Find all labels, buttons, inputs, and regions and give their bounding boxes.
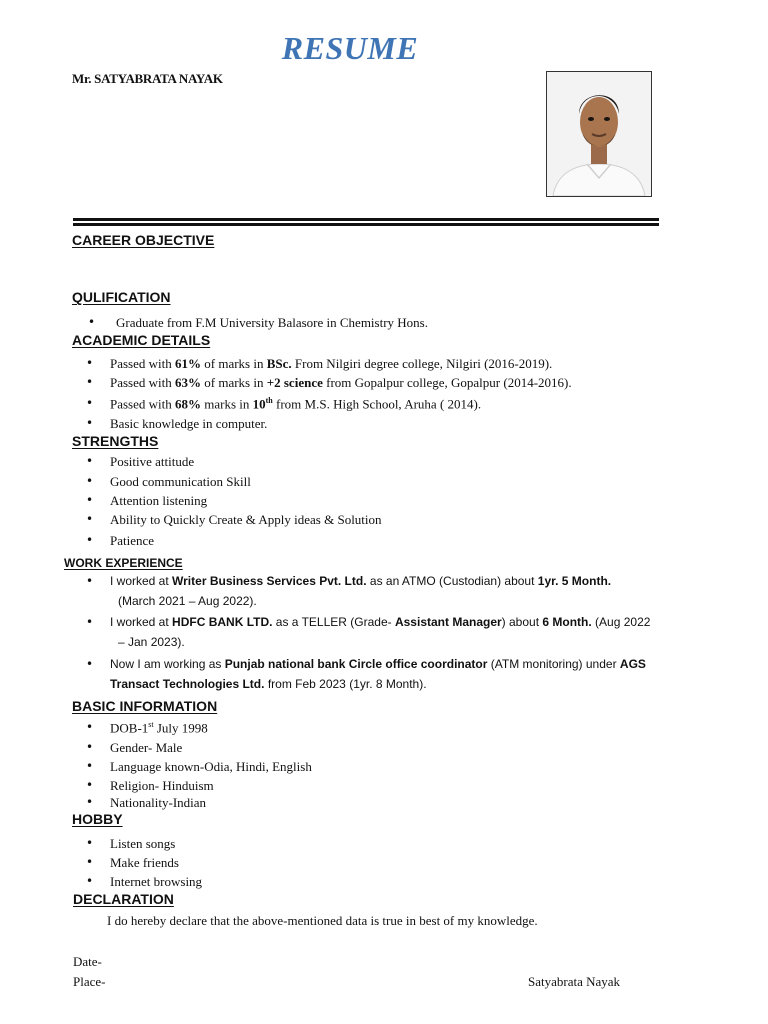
list-item: • Religion- Hinduism xyxy=(86,778,214,793)
signature-name: Satyabrata Nayak xyxy=(528,974,621,989)
list-item: • Positive attitude xyxy=(86,454,195,469)
heading-qualification: QULIFICATION xyxy=(72,289,171,305)
heading-basic-information: BASIC INFORMATION xyxy=(72,698,218,714)
list-item: • Gender- Male xyxy=(86,740,183,755)
candidate-name: Mr. SATYABRATA NAYAK xyxy=(72,71,223,86)
list-item: • Basic knowledge in computer. xyxy=(86,416,268,431)
date-label: Date- xyxy=(73,954,102,969)
list-item-continuation: (March 2021 – Aug 2022). xyxy=(118,594,257,608)
divider-bottom xyxy=(73,223,659,226)
resume-title: RESUME xyxy=(281,30,419,66)
list-item: • I worked at Writer Business Services Pvt. Ltd. as an ATMO (Custodian) about 1yr. 5 Month. xyxy=(86,574,612,588)
profile-photo xyxy=(546,71,652,197)
heading-strengths: STRENGTHS xyxy=(72,433,159,449)
list-item: • Graduate from F.M University Balasore in Chemistry Hons. xyxy=(88,315,428,330)
list-item: • Attention listening xyxy=(86,493,208,508)
heading-work-experience: WORK EXPERIENCE xyxy=(64,556,183,570)
list-item: • Now I am working as Punjab national bank Circle office coordinator (ATM monitoring) under AGS xyxy=(86,657,646,671)
list-item: • I worked at HDFC BANK LTD. as a TELLER (Grade- Assistant Manager) about 6 Month. (Aug 2022 xyxy=(86,615,651,629)
list-item: • Patience xyxy=(86,533,155,548)
list-item: • Passed with 61% of marks in BSc. From Nilgiri degree college, Nilgiri (2016-2019). xyxy=(86,356,553,371)
heading-academic-details: ACADEMIC DETAILS xyxy=(72,332,211,348)
place-label: Place- xyxy=(73,974,106,989)
list-item: • Passed with 63% of marks in +2 science from Gopalpur college, Gopalpur (2014-2016). xyxy=(86,375,572,390)
heading-hobby: HOBBY xyxy=(72,811,123,827)
divider-top xyxy=(73,218,659,221)
list-item-continuation: – Jan 2023). xyxy=(118,635,185,649)
declaration-text: I do hereby declare that the above-mentioned data is true in best of my knowledge. xyxy=(107,913,538,928)
heading-declaration: DECLARATION xyxy=(73,891,174,907)
list-item: • Ability to Quickly Create & Apply ideas & Solution xyxy=(86,512,382,527)
list-item: • Listen songs xyxy=(86,836,176,851)
heading-career-objective: CAREER OBJECTIVE xyxy=(72,232,215,248)
list-item: • DOB-1st July 1998 xyxy=(86,720,208,736)
list-item: • Passed with 68% marks in 10th from M.S. High School, Aruha ( 2014). xyxy=(86,396,482,412)
list-item-continuation: Transact Technologies Ltd. from Feb 2023 (1yr. 8 Month). xyxy=(110,677,427,691)
list-item: • Internet browsing xyxy=(86,874,203,889)
profile-photo-image xyxy=(547,72,651,196)
list-item: • Language known-Odia, Hindi, English xyxy=(86,759,312,774)
list-item: • Make friends xyxy=(86,855,179,870)
list-item: • Nationality-Indian xyxy=(86,795,207,810)
list-item: • Good communication Skill xyxy=(86,474,251,489)
